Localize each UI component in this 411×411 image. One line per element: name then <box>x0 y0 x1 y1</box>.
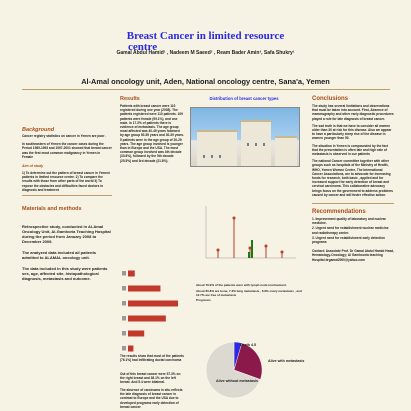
recommendation-3: 3. Urgent need for establishment early detection programs <box>312 235 385 245</box>
building-right <box>275 136 297 166</box>
methods-p3: The data included in this study were patients sex, age, affected site, histopathological diagnosis, metastasis and outcome. <box>22 266 108 282</box>
authors: Gamal Abdul Hamid¹ , Nadeem M Saeed² , Ream Bader Amin³, Safa Shukry¹ <box>116 50 295 56</box>
bar-tick-label <box>122 301 126 306</box>
contact: Contact: Associate Prof. Dr Gamal Abdul Hamid Head, Hematology-Oncology; Al Gamhouria teaching Hospital drgamal2000@yahoo.com <box>312 249 394 262</box>
bar <box>128 301 178 307</box>
institution: Al-Amal oncology unit, Aden, National oncology centre, Sana'a, Yemen <box>81 77 330 86</box>
title-line-2: centre <box>128 41 158 53</box>
results-title: Results <box>120 96 140 102</box>
recommendation-1: 1. Improvement quality of laboratory and nuclear medicine. <box>312 217 386 226</box>
background-title: Background <box>22 127 55 133</box>
bar <box>128 271 135 277</box>
distribution-title: Distribution of breast cancer types <box>209 96 279 101</box>
conclusions-p1: The study has several limitations and observations that must be taken into account. First, Absence of mammography and other early diagnostic procedures played a role for late diagnosis of breast cancer. <box>312 104 394 121</box>
title-line-1: Breast Cancer in limited resource <box>126 30 285 42</box>
pie-label: Alive without metastasis <box>216 379 258 383</box>
bullet-1: About 79.9% of the patients were with lymph node involvement. <box>196 283 287 287</box>
window <box>247 143 249 146</box>
right-column <box>312 96 394 401</box>
results-p2: The results show that most of the patients (76.1%) had infiltrating ductal carcinoma <box>120 354 184 363</box>
results-p4: The absence of carcinoma in situ reflects the late diagnosis of breast cancer in contrast to Europe and the USA due to developed programs early detection of breast cancer <box>120 388 183 409</box>
point <box>233 217 236 220</box>
pie-label: Alive with metastasis <box>268 359 305 363</box>
window <box>211 155 213 158</box>
distribution-bullets <box>196 284 302 303</box>
background-p1: Cancer registry statistics on cancer in Yemen are poor . <box>22 134 107 138</box>
hospital-photo <box>190 107 300 167</box>
aim-title: Aim of study <box>22 164 44 169</box>
cancer-type-chart <box>196 204 301 268</box>
bar <box>128 286 160 292</box>
bar <box>128 346 133 352</box>
background-p2: In southeastern of Yemen the cancer cases during the Period 1989-1993 and 1997-2001 showed that breast cancer was the first most common malignancy in Yemen in Female <box>22 142 112 159</box>
point <box>281 251 284 254</box>
recommendation-2: 2. Urgent need for establishment nuclear medicine and radiotherapy center. <box>312 226 389 235</box>
conclusions-p2: The sad truth is that we have to consider all women older than 30 at risk for this disease. Also we appear to have a particularly steep rise of the disease in women younger than 50. <box>312 123 392 141</box>
conclusions-title: Conclusions <box>312 96 349 102</box>
bar <box>248 252 250 258</box>
window <box>219 155 221 158</box>
header-divider <box>22 89 390 90</box>
bar-tick-label <box>122 271 126 276</box>
window <box>255 143 257 146</box>
results-p3: Out of this breast cancer were 57.3% on the right breast and 38.1% on the left breast. And 5.4 were bilateral. <box>120 372 181 385</box>
bar <box>128 331 144 337</box>
results-p1: Patients with breast cancer were 110 registered during one year (2008). The patients registered were 110 patients. 109 patients were female (99.1%), and one male. In 17.3% of patients there is evidence of metastasis. The age group most affected was 40-49 years followed by age group 50-59 years and 30-39 years. 5 patients were in the age group of 20-29 years. The age group involved is younger than in Europe and the USA. The most common group involved was 4th decade (33.6%), followed by the 5th decade (25.5%) and 3rd decade (21.8%). <box>120 104 184 163</box>
age-bar-chart <box>122 266 182 356</box>
conclusions-p3: The situation in Yemen is compounded by the fact that the presentation is often late and high rate of metastasis is observed in our patients <box>312 143 388 157</box>
conclusions-p4: The national Cancer committee together with other groups such as hospitals of the Ministry of Health, WHO, Yemen Women Centre, The International Cancer Associations, are to advocate for increasing funds for research, both basic , applied and for increased support for early detection of breast and cervical carcinoma. This collaborative advocacy brings focus on the government to address problems caused by cancer and will foster effective action. <box>312 159 393 197</box>
point <box>265 245 268 248</box>
results-column <box>120 96 184 409</box>
point <box>217 249 220 252</box>
bullet-2: About 60.8% are bone, 7.3% lung metastasis , 6.9% ovary metastasis , and 12.7% are free of metastasis <box>196 288 302 297</box>
recommendations-title: Recommendations <box>312 209 366 216</box>
methods-p1: Retrospective study, conducted in Al-Amal Oncology Unit, Al-Gamhoria Teaching Hospital during the period from January 2008 to December 2009. <box>22 224 111 245</box>
methods-p2: The analyzed data included all patients admitted to ALAMAL oncology unit. <box>22 250 97 261</box>
section-divider <box>312 203 394 204</box>
bar-tick-label <box>122 331 126 336</box>
building-left <box>197 130 237 166</box>
bar-tick-label <box>122 346 126 351</box>
bar <box>128 316 166 322</box>
aim-text: 1) To determine out the pattern of breast cancer in Yemeni patients in limited resource centre. 2) To compare the results with those from other parts of the world 3) To expose the obstacles and difficulties faced doctors in diagnosis and treatment <box>22 171 110 192</box>
bar-tick-label <box>122 316 126 321</box>
pie-label: Death 4.5 <box>240 343 256 347</box>
bar-tick-label <box>122 286 126 291</box>
bar <box>251 240 253 258</box>
section-divider <box>22 195 112 196</box>
prognosis-pie-chart <box>196 334 305 402</box>
bullet-3: Prognosis <box>196 298 211 303</box>
window <box>263 143 265 146</box>
window <box>203 155 205 158</box>
left-column <box>22 94 112 404</box>
methods-title: Materials and methods <box>22 206 82 213</box>
distribution-column <box>186 96 305 401</box>
